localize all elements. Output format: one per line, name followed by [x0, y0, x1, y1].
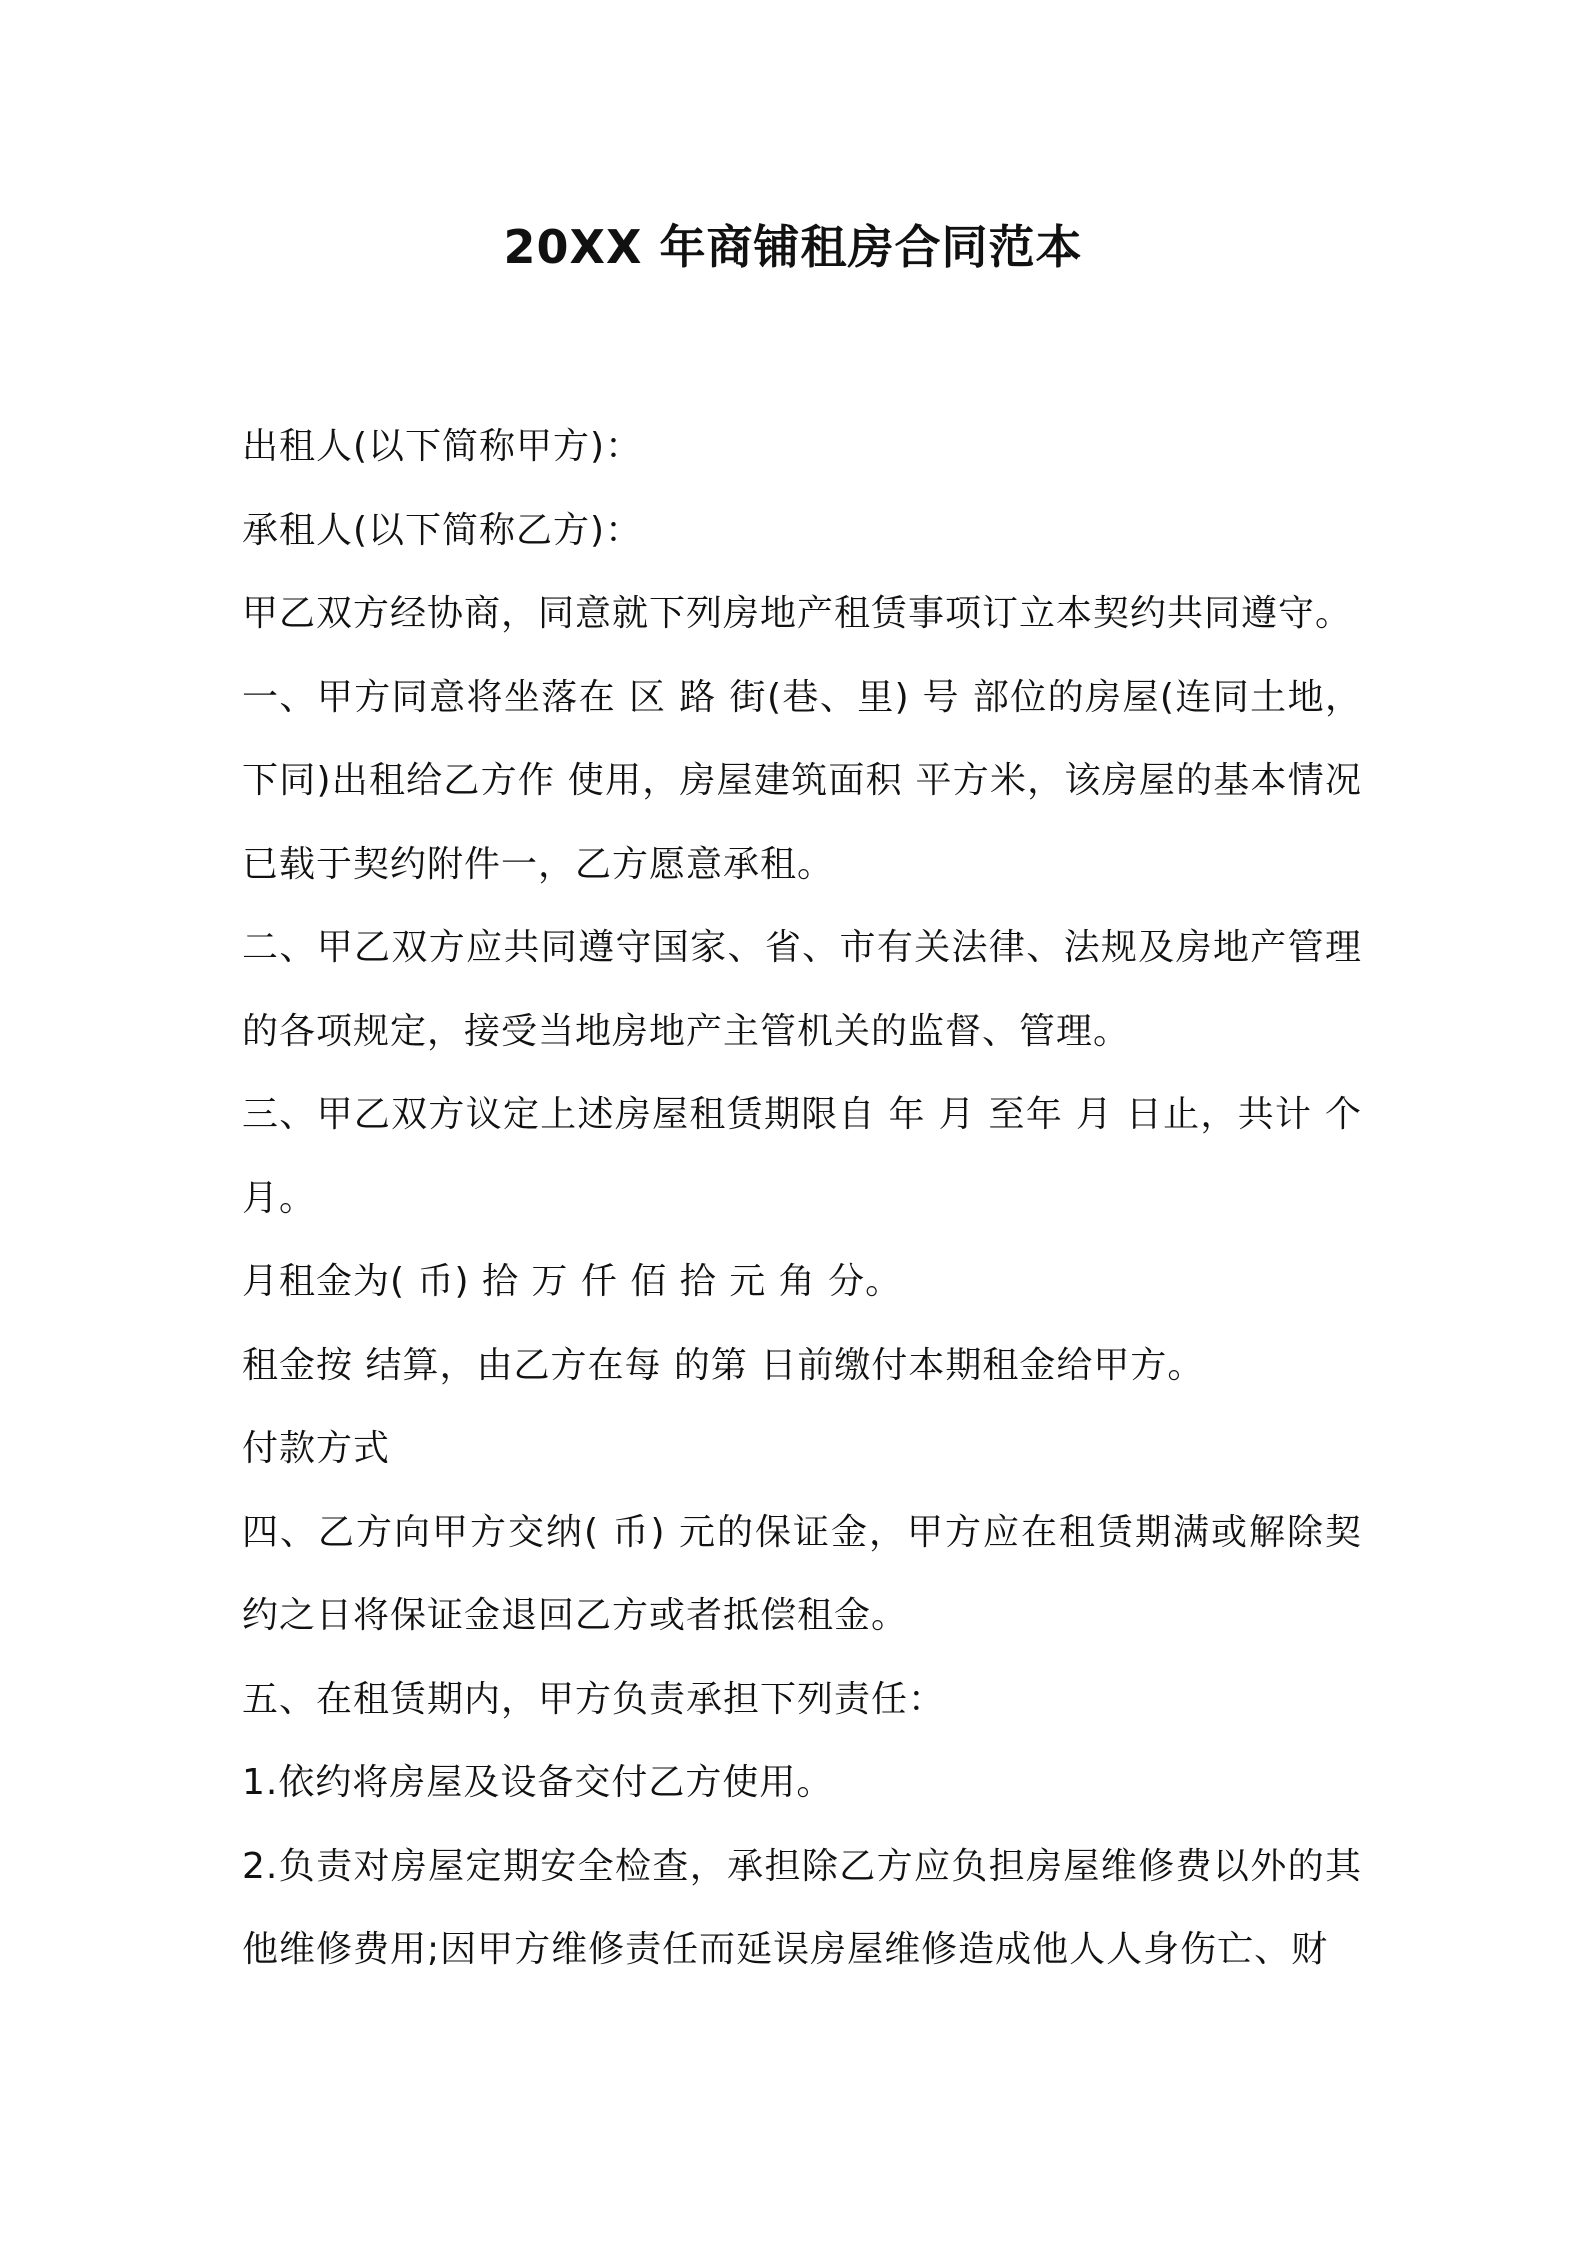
paragraph-lessee: 承租人(以下简称乙方)：	[242, 509, 643, 551]
paragraph-clause-5: 五、在租赁期内，甲方负责承担下列责任：	[242, 1678, 946, 1720]
paragraph-agreement: 甲乙双方经协商，同意就下列房地产租赁事项订立本契约共同遵守。	[242, 593, 1353, 634]
paragraph-clause-2: 二、甲乙双方应共同遵守国家、省、市有关法律、法规及房地产管理的各项规定，接受当地房地产主管机关的监督、管理。	[242, 927, 1362, 1052]
paragraph-clause-1: 一、甲方同意将坐落在 区 路 街(巷、里) 号 部位的房屋(连同土地，下同)出租给乙方作 使用，房屋建筑面积 平方米，该房屋的基本情况已载于契约附件一，乙方愿意承租。	[242, 676, 1362, 885]
paragraph-monthly-rent: 月租金为( 币) 拾 万 仟 佰 拾 元 角 分。	[242, 1261, 903, 1302]
paragraph-clause-3: 三、甲乙双方议定上述房屋租赁期限自 年 月 至年 月 日止，共计 个月。	[242, 1094, 1362, 1219]
paragraph-payment-method: 付款方式	[242, 1428, 391, 1469]
paragraph-lessor: 出租人(以下简称甲方)：	[242, 426, 643, 467]
document-title: 20XX 年商铺租房合同范本	[503, 220, 1083, 274]
paragraph-item-2: 2.负责对房屋定期安全检查，承担除乙方应负担房屋维修费以外的其他维修费用;因甲方维修责任而延误房屋维修造成他人人身伤亡、财	[242, 1845, 1362, 1970]
document-body	[242, 405, 1362, 1992]
paragraph-item-1: 1.依约将房屋及设备交付乙方使用。	[242, 1762, 834, 1803]
paragraph-clause-4: 四、乙方向甲方交纳( 币) 元的保证金，甲方应在租赁期满或解除契约之日将保证金退回乙方或者抵偿租金。	[242, 1511, 1362, 1636]
paragraph-rent-settlement: 租金按 结算，由乙方在每 的第 日前缴付本期租金给甲方。	[242, 1344, 1205, 1386]
